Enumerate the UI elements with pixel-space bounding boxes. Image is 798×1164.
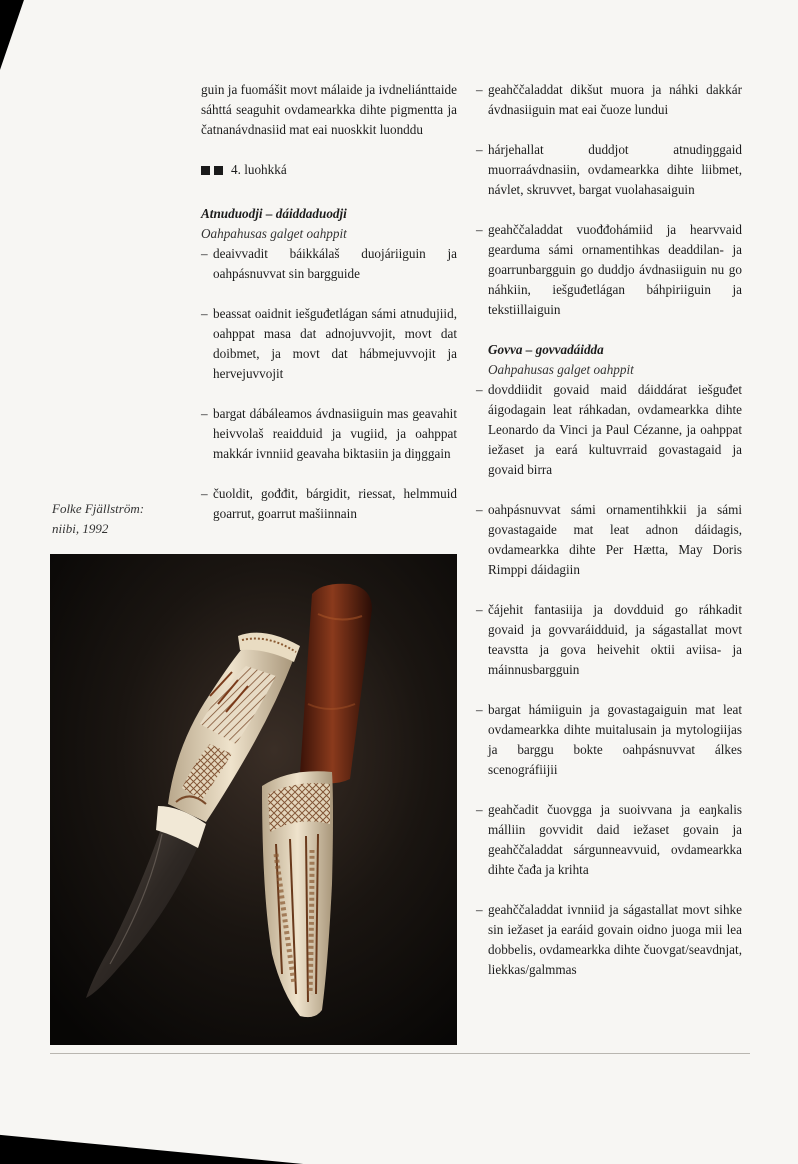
section-heading: Atnuduodji – dáiddaduodji (201, 206, 347, 221)
list-item: – oahpásnuvvat sámi ornamentihkkii ja sámi govastagaide mat leat adnon dáidagis, ovdamearkka dihte Per Hætta, May Doris Rimppi dáidagiin (476, 502, 742, 577)
list-item: – geahččaladdat vuođđohámiid ja hearvvaid gearduma sámi ornamentihkas deaddilan- ja goarrunbargguin go duddjo ávdnasiiguin nu go náhkiin, iešguđetlágan báhpiriiguin ja tekstiillaiguin (476, 222, 742, 317)
list-item: – bargat dábáleamos ávdnasiiguin mas geavahit heivvolaš reaidduid ja vugiid, ja oahppat makkár ivnniid geavaha biktasiin ja diŋggain (201, 406, 457, 461)
section-subheading: Oahpahusas galget oahppit (201, 226, 347, 241)
section-heading: Govva – govvadáidda (488, 342, 604, 357)
list-item: – geahčadit čuovgga ja suoivvana ja eaŋkalis málliin govvidit daid iežaset govain ja geahččaladdat sárgunneavvuid, ovdamearkka dihte čađa ja krihta (476, 802, 742, 877)
bullet-square-icon (201, 166, 210, 175)
list-item: – čuoldit, gođđit, bárgidit, riessat, helmmuid goarrut, goarrut mašiinnain (201, 486, 457, 521)
caption-artist: Folke Fjällström: (52, 501, 145, 516)
list-item: – hárjehallat duddjot atnudiŋggaid muorraávdnasiin, ovdamearkka dihte liibmet, návlet, skruvvet, bargat vuolahasaiguin (476, 142, 742, 197)
intro-paragraph: guin ja fuomášit movt málaide ja ivdneliánttaide sáhttá seaguhit ovdamearkka dihte pigmentta ja čatnanávdnasiid mat eai nuoskkit luonddu (201, 82, 457, 137)
list-item: – deaivvadit báikkálaš duojáriiguin ja oahpásnuvvat sin bargguide (201, 246, 457, 281)
caption-title: niibi, 1992 (52, 521, 109, 536)
section-subheading: Oahpahusas galget oahppit (488, 362, 634, 377)
right-column (476, 80, 742, 1000)
list-item: – čájehit fantasiija ja dovdduid go ráhkadit govaid ja govvaráidduid, ja ságastallat movt teavstta ja gova heivehit oktii aviisa- ja máinnusbargguin (476, 602, 742, 677)
bullet-square-icon (214, 166, 223, 175)
footer-rule (50, 1053, 750, 1054)
list-item: – bargat hámiiguin ja govastagaiguin mat leat ovdamearkka dihte muitalusain ja mytologiijas ja barggu bokte oahpásnuvvat álkes scenográfiijii (476, 702, 742, 777)
list-item: – geahččaladdat dikšut muora ja náhki dakkár ávdnasiiguin mat eai čuoze lundui (476, 82, 742, 117)
list-item: – dovddiidit govaid maid dáiddárat iešguđet áigodagain leat ráhkadan, ovdamearkka dihte Leonardo da Vinci ja Paul Cézanne, ja oahppat iežaset ja eará kultuvrraid govastagaid ja govaid birra (476, 382, 742, 477)
photo-caption (52, 499, 172, 539)
level-marker (201, 160, 457, 180)
list-item: – geahččaladdat ivnniid ja ságastallat movt sihke sin iežaset ja earáid govain oidno juoga mii lea dobbelis, ovdamearkka dihte čuovgat/seavdnjat, liekkas/galmmas (476, 902, 742, 977)
left-column (201, 80, 457, 544)
knife-photo (50, 554, 457, 1045)
level-label: 4. luohkká (231, 162, 287, 177)
list-item: – beassat oaidnit iešguđetlágan sámi atnudujiid, oahppat masa dat adnojuvvojit, movt dat doibmet, ja movt dat hábmejuvvojit ja hervejuvvojit (201, 306, 457, 381)
